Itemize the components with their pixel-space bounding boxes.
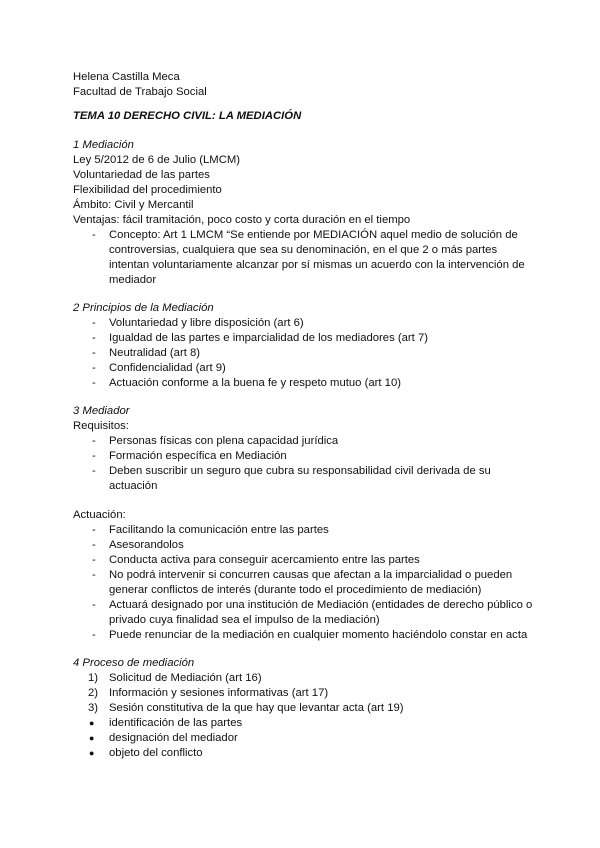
text-line: Flexibilidad del procedimiento — [73, 184, 222, 196]
author-name: Helena Castilla Meca — [73, 71, 180, 83]
process-bullets-list — [73, 716, 540, 761]
dash-marker: - — [92, 435, 96, 447]
list-item: - Asesorandolos — [92, 539, 184, 551]
spacer — [73, 494, 540, 508]
section-heading-principios: 2 Principios de la Mediación — [73, 302, 214, 314]
text-line: Voluntariedad de las partes — [73, 169, 210, 181]
list-item: - Facilitando la comunicación entre las partes — [92, 524, 329, 536]
actuacion-list — [73, 523, 540, 643]
dash-marker: - — [92, 317, 96, 329]
dash-marker: - — [92, 465, 96, 477]
list-item: - Voluntariedad y libre disposición (art 6) — [92, 317, 304, 329]
dash-marker: - — [92, 599, 96, 611]
list-item — [73, 228, 540, 288]
list-item: - Puede renunciar de la mediación en cualquier momento haciéndolo constar en acta — [92, 629, 528, 641]
dash-marker: - — [92, 229, 96, 241]
text-line: Ámbito: Civil y Mercantil — [73, 199, 194, 211]
dash-marker: - — [92, 524, 96, 536]
section-heading-mediador: 3 Mediador — [73, 405, 130, 417]
dash-marker: - — [92, 569, 96, 581]
dash-marker: - — [92, 629, 96, 641]
list-item: 3) Sesión constitutiva de la que hay que levantar acta (art 19) — [88, 702, 404, 714]
text-line: Ley 5/2012 de 6 de Julio (LMCM) — [73, 154, 241, 166]
list-item: ● identificación de las partes — [89, 717, 243, 729]
list-item: 2) Información y sesiones informativas (art 17) — [88, 687, 329, 699]
concept-list — [73, 228, 540, 288]
bullet-icon: ● — [89, 748, 95, 758]
list-item: - Actuación conforme a la buena fe y respeto mutuo (art 10) — [92, 377, 401, 389]
dash-marker: - — [92, 539, 96, 551]
list-item: 1) Solicitud de Mediación (art 16) — [88, 672, 262, 684]
document-title: TEMA 10 DERECHO CIVIL: LA MEDIACIÓN — [73, 110, 302, 122]
section-heading-proceso: 4 Proceso de mediación — [73, 657, 195, 669]
bullet-icon: ● — [89, 733, 95, 743]
list-item: - Neutralidad (art 8) — [92, 347, 201, 359]
requisitos-list — [73, 434, 540, 494]
list-item: - Personas físicas con plena capacidad jurídica — [92, 435, 339, 447]
text-line: Ventajas: fácil tramitación, poco costo y corta duración en el tiempo — [73, 214, 411, 226]
list-item: - Deben suscribir un seguro que cubra su responsabilidad civil derivada de su actuación — [92, 465, 491, 492]
number-marker: 1) — [88, 672, 99, 684]
list-item: - Confidencialidad (art 9) — [92, 362, 226, 374]
bullet-icon: ● — [89, 718, 95, 728]
dash-marker: - — [92, 450, 96, 462]
list-item: - Conducta activa para conseguir acercamiento entre las partes — [92, 554, 420, 566]
list-item: ● objeto del conflicto — [89, 747, 203, 759]
dash-marker: - — [92, 347, 96, 359]
dash-marker: - — [92, 377, 96, 389]
dash-marker: - — [92, 554, 96, 566]
principles-list — [73, 316, 540, 391]
number-marker: 3) — [88, 702, 99, 714]
concept-text: Concepto: Art 1 LMCM “Se entiende por MEDIACIÓN aquel medio de solución de controversias, cualquiera que sea su denominación, en el que 2 o más partes intentan voluntariamente alcanzar por sí mismas un acuerdo con la intervención de mediador — [109, 229, 525, 286]
dash-marker: - — [92, 332, 96, 344]
section-heading-mediacion: 1 Mediación — [73, 139, 134, 151]
actuacion-label: Actuación: — [73, 509, 126, 521]
list-item: ● designación del mediador — [89, 732, 238, 744]
list-item: - Igualdad de las partes e imparcialidad de los mediadores (art 7) — [92, 332, 428, 344]
requisitos-label: Requisitos: — [73, 420, 129, 432]
faculty-name: Facultad de Trabajo Social — [73, 86, 207, 98]
list-item: - No podrá intervenir si concurren causas que afectan a la imparcialidad o pueden generar conflictos de interés (durante todo el procedimiento de mediación) — [92, 569, 513, 596]
process-steps-list — [73, 671, 540, 716]
dash-marker: - — [92, 362, 96, 374]
number-marker: 2) — [88, 687, 99, 699]
list-item: - Actuará designado por una institución de Mediación (entidades de derecho público o privado cuya finalidad sea el impulso de la mediación) — [92, 599, 533, 626]
list-item: - Formación específica en Mediación — [92, 450, 287, 462]
